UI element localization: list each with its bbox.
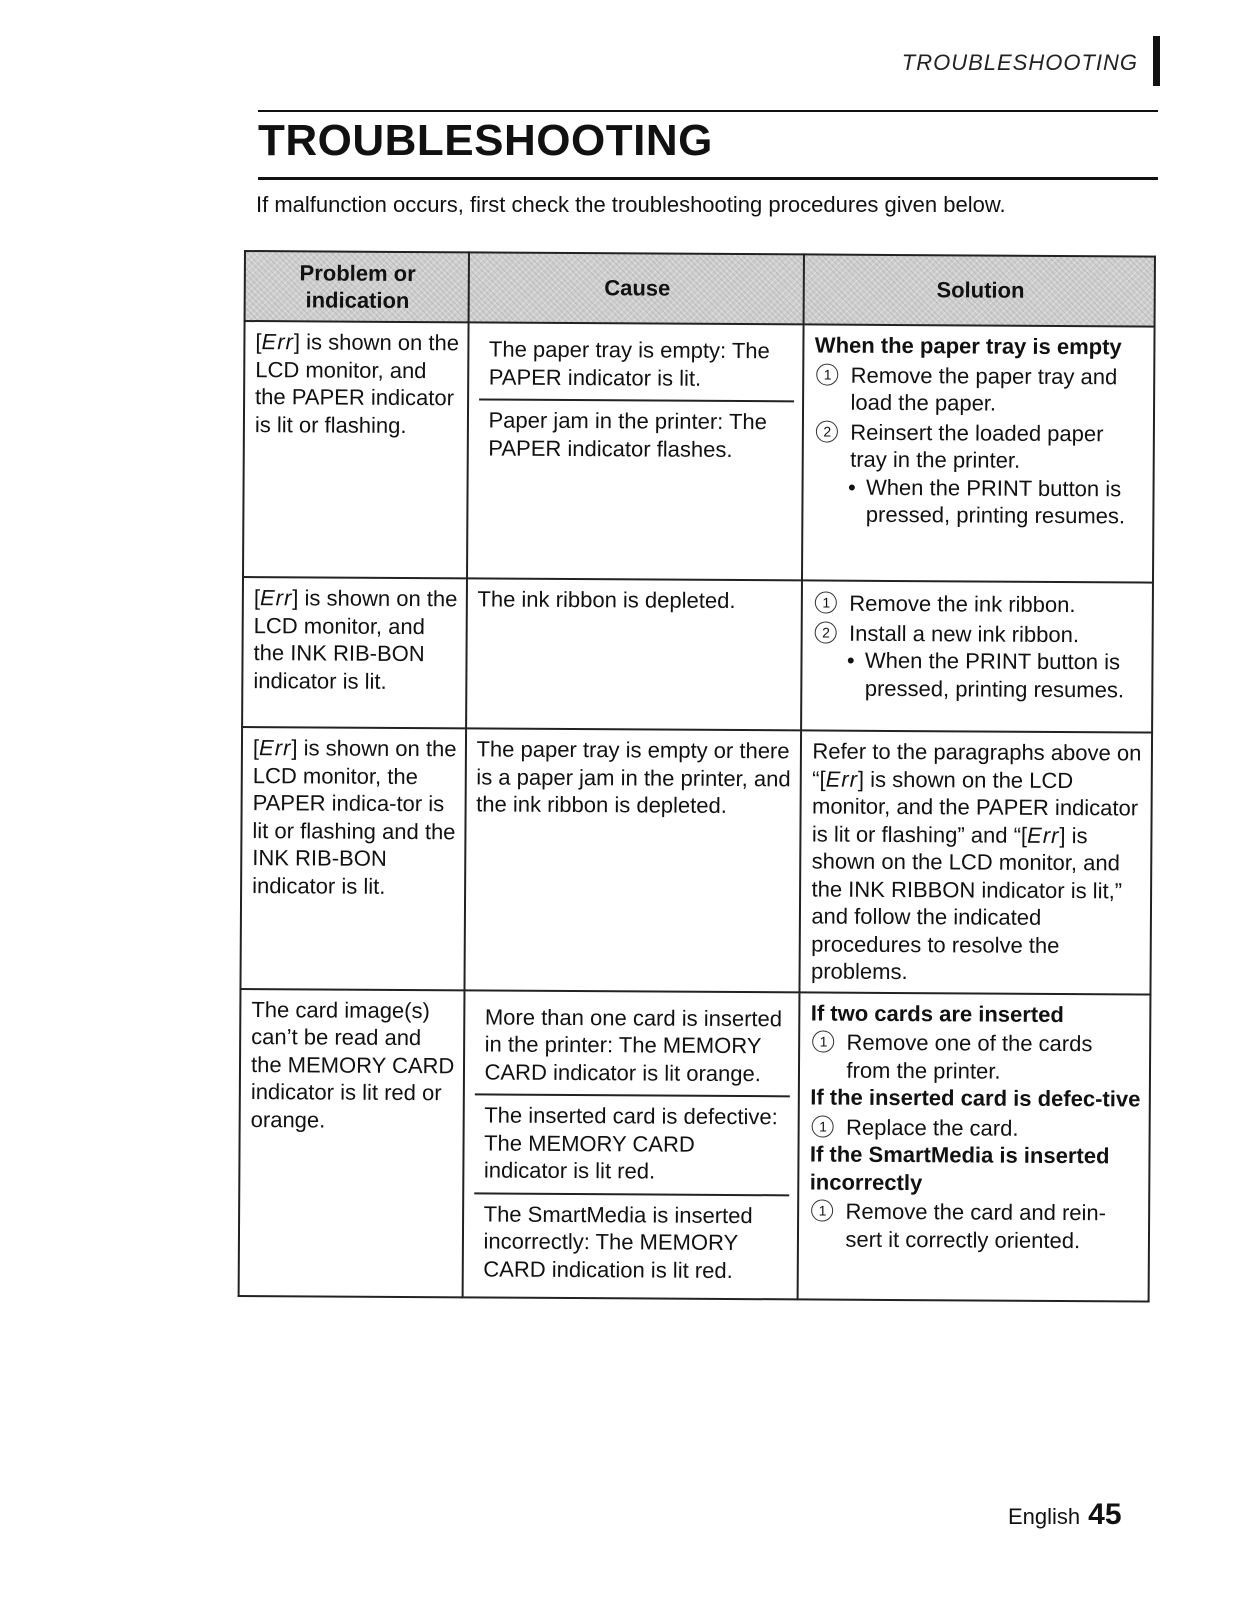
err-code: Err bbox=[825, 766, 859, 792]
problem-cell: The card image(s) can’t be read and the MEMORY CARD indicator is lit red or orange. bbox=[239, 988, 464, 1297]
solution-heading: If the SmartMedia is inserted incorrectly bbox=[809, 1141, 1110, 1195]
table-row bbox=[243, 321, 1155, 583]
solution-step: 2 Reinsert the loaded paper tray in the printer. bbox=[814, 418, 1145, 475]
solution-step: 1 Remove one of the cards from the printer. bbox=[810, 1028, 1141, 1085]
solution-heading: If two cards are inserted bbox=[810, 999, 1064, 1027]
table-header-row bbox=[245, 251, 1155, 327]
cause-cell bbox=[462, 990, 800, 1300]
cause-item: The inserted card is defective: The MEMORY CARD indicator is lit red. bbox=[474, 1093, 790, 1193]
err-code: Err bbox=[1027, 822, 1060, 848]
problem-cell: [Err] is shown on the LCD monitor, and the INK RIB-BON indicator is lit. bbox=[242, 577, 466, 728]
cause-item: The SmartMedia is inserted incorrectly: The MEMORY CARD indication is lit red. bbox=[473, 1192, 789, 1292]
cause-cell bbox=[467, 322, 804, 580]
solution-step: 1 Remove the paper tray and load the paper. bbox=[814, 361, 1145, 418]
solution-cell: Refer to the paragraphs above on “[Err] is shown on the LCD monitor, and the PAPER indicator is lit or flashing” and “[Err] is shown on the LCD monitor, and the INK RIBBON indicator is lit,” and follow the indicated procedures to resolve the problems. bbox=[800, 730, 1152, 994]
cause-cell: The ink ribbon is depleted. bbox=[466, 578, 803, 730]
solution-step: 1 Replace the card. bbox=[810, 1113, 1141, 1143]
err-code: Err bbox=[261, 329, 294, 355]
table-row bbox=[240, 727, 1152, 994]
title-bottom-rule bbox=[258, 177, 1158, 180]
cause-cell: The paper tray is empty or there is a paper jam in the printer, and the ink ribbon is depleted. bbox=[464, 728, 801, 992]
intro-text: If malfunction occurs, first check the troubleshooting procedures given below. bbox=[256, 192, 1006, 217]
solution-note: • When the PRINT button is pressed, printing resumes. bbox=[846, 647, 1125, 702]
header-edge-mark bbox=[1153, 36, 1160, 86]
footer-language: English bbox=[1008, 1504, 1081, 1529]
solution-cell bbox=[802, 324, 1154, 582]
solution-heading: If the inserted card is defec-tive bbox=[810, 1084, 1141, 1112]
running-header: TROUBLESHOOTING bbox=[901, 50, 1138, 75]
solution-note: • When the PRINT button is pressed, printing resumes. bbox=[847, 474, 1126, 529]
table-row bbox=[242, 577, 1153, 733]
err-code: Err bbox=[259, 585, 293, 611]
problem-cell: [Err] is shown on the LCD monitor, and the PAPER indicator is lit or flashing. bbox=[243, 321, 468, 578]
cause-item: More than one card is inserted in the printer: The MEMORY CARD indicator is lit orange. bbox=[484, 1003, 783, 1086]
page-number: 45 bbox=[1088, 1498, 1122, 1531]
solution-heading: When the paper tray is empty bbox=[814, 332, 1122, 360]
page-footer bbox=[1008, 1498, 1122, 1532]
header-cause: Cause bbox=[468, 252, 804, 324]
solution-step: 2 Install a new ink ribbon. bbox=[813, 619, 1144, 649]
solution-cell bbox=[798, 992, 1150, 1302]
cause-item: The paper tray is empty: The PAPER indicator is lit. bbox=[488, 336, 770, 391]
problem-cell: [Err] is shown on the LCD monitor, the PAPER indica-tor is lit or flashing and the INK RIB-BON indicator is lit. bbox=[240, 727, 465, 990]
solution-step: 1 Remove the ink ribbon. bbox=[813, 589, 1144, 619]
header-solution: Solution bbox=[804, 254, 1155, 326]
header-problem: Problem or indication bbox=[245, 251, 469, 322]
table-row bbox=[239, 988, 1151, 1301]
cause-item: Paper jam in the printer: The PAPER indicator flashes. bbox=[478, 398, 794, 471]
page-title: TROUBLESHOOTING bbox=[258, 116, 713, 165]
title-top-rule bbox=[258, 110, 1158, 112]
troubleshooting-table bbox=[238, 250, 1156, 1303]
solution-cell bbox=[801, 580, 1152, 732]
err-code: Err bbox=[259, 735, 292, 761]
solution-step: 1 Remove the card and rein-sert it correctly oriented. bbox=[809, 1197, 1140, 1254]
